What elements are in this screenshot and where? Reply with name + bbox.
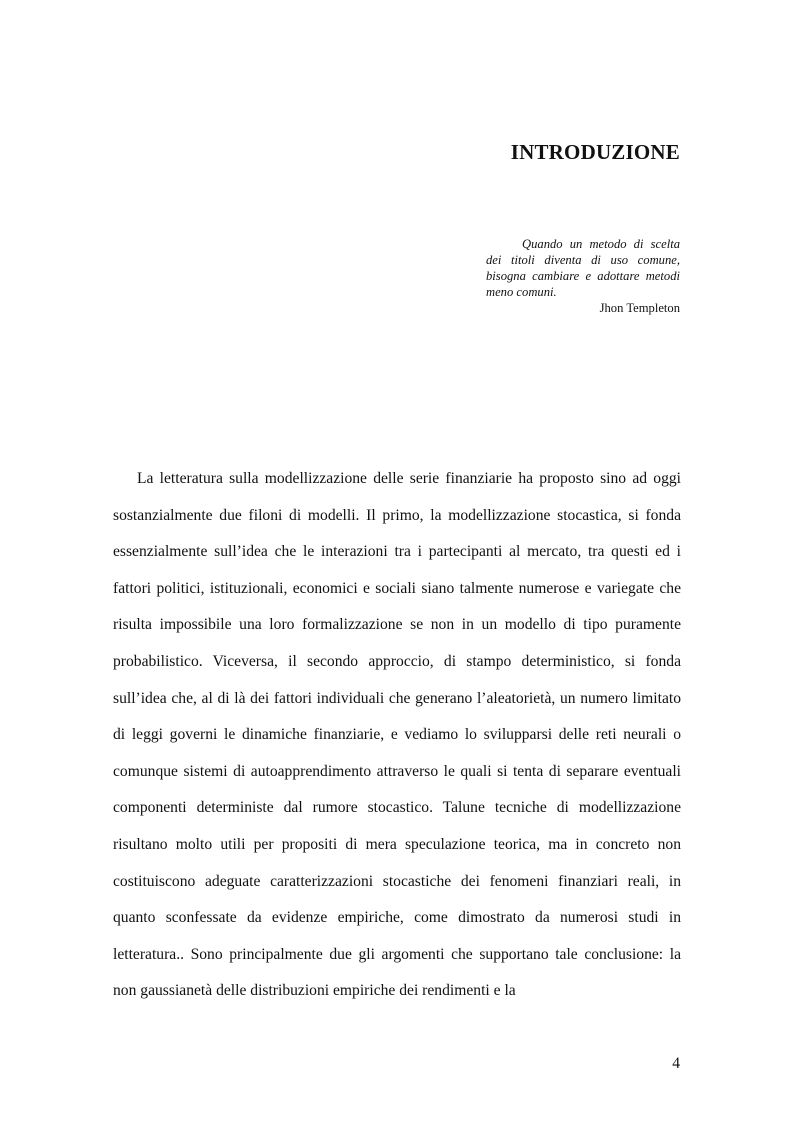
page-number: 4 [672, 1055, 680, 1072]
epigraph-author: Jhon Templeton [599, 301, 680, 315]
page-title: INTRODUZIONE [510, 140, 680, 164]
epigraph [486, 236, 680, 316]
body-paragraph: La letteratura sulla modellizzazione delle serie finanziarie ha proposto sino ad oggi sostanzialmente due filoni di modelli. Il primo, la modellizzazione stocastica, si fonda essenzialmente sull’idea che le interazioni tra i partecipanti al mercato, tra questi ed i fattori politici, istituzionali, economici e sociali siano talmente numerose e variegate che risulta impossibile una loro formalizzazione se non in un modello di tipo puramente probabilistico. Viceversa, il secondo approccio, di stampo deterministico, si fonda sull’idea che, al di là dei fattori individuali che generano l’aleatorietà, un numero limitato di leggi governi le dinamiche finanziarie, e vediamo lo svilupparsi delle reti neurali o comunque sistemi di autoapprendimento attraverso le quali si tenta di separare eventuali componenti deterministe dal rumore stocastico. Talune tecniche di modellizzazione risultano molto utili per propositi di mera speculazione teorica, ma in concreto non costituiscono adeguate caratterizzazioni stocastiche dei fenomeni finanziari reali, in quanto sconfessate da evidenze empiriche, come dimostrato da numerosi studi in letteratura.. Sono principalmente due gli argomenti che supportano tale conclusione: la non gaussianetà delle distribuzioni empiriche dei rendimenti e la [113, 470, 681, 1000]
epigraph-quote: Quando un metodo di scelta dei titoli diventa di uso comune, bisogna cambiare e adottare metodi meno comuni. [486, 237, 680, 299]
